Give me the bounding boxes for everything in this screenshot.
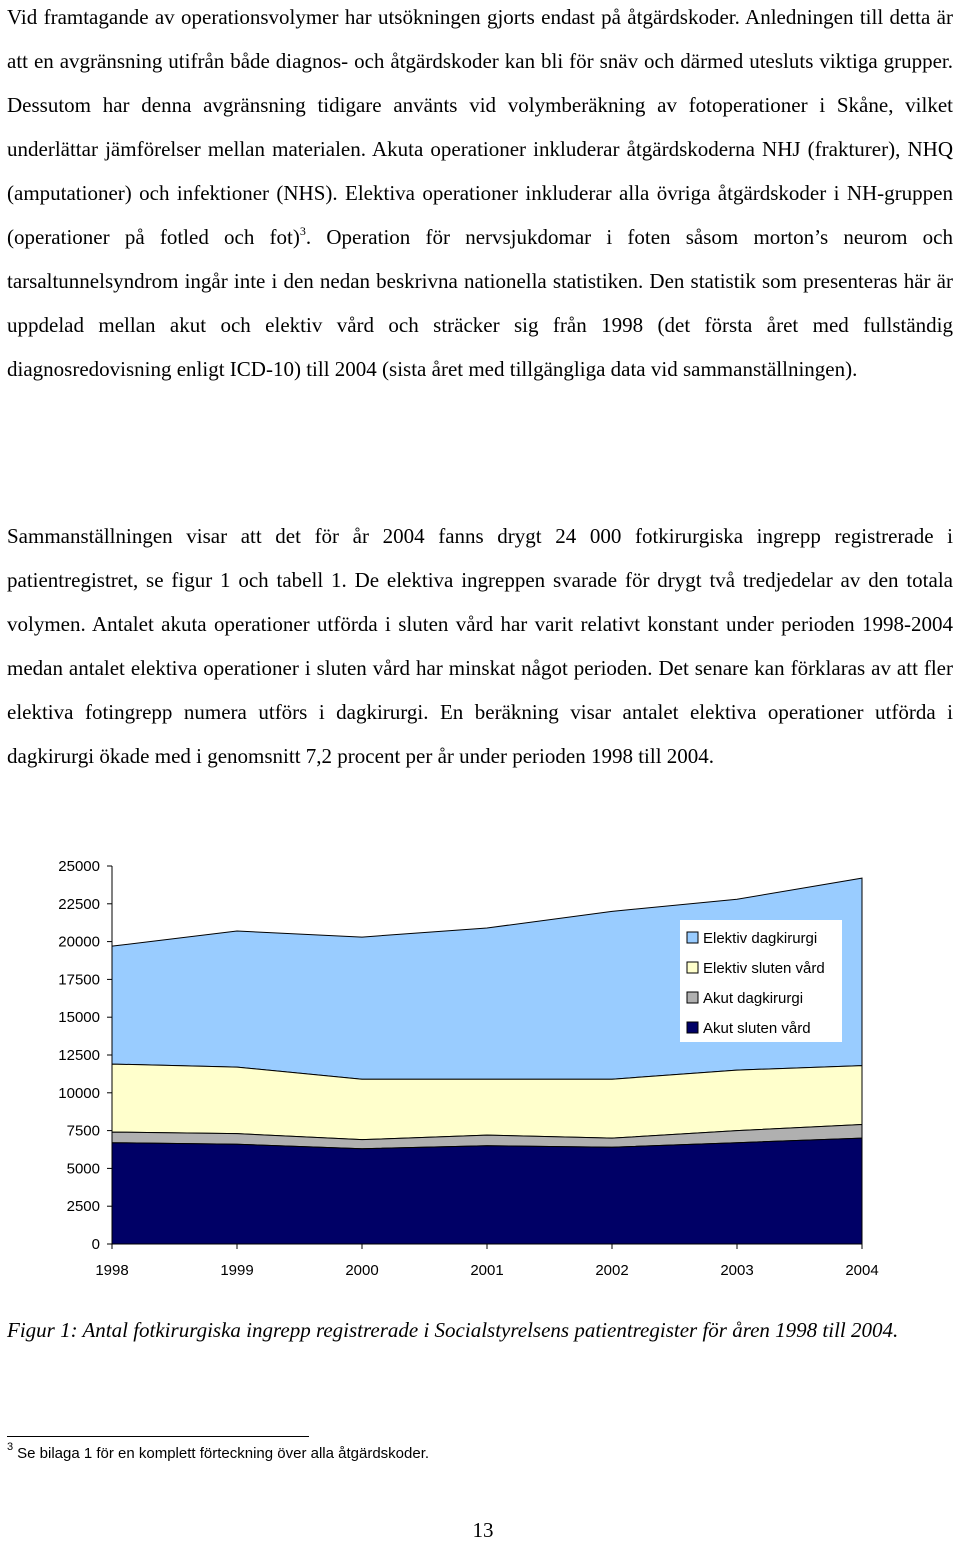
y-tick-label: 0: [91, 1236, 100, 1253]
paragraph-method: [7, 0, 953, 391]
legend-label: Elektiv dagkirurgi: [703, 930, 818, 947]
paragraph-summary: Sammanställningen visar att det för år 2004 fanns drygt 24 000 fotkirurgiska ingrepp registrerade i patientregistret, se figur 1 och tabell 1. De elektiva ingreppen svarade för drygt två tredjedelar av den totala volymen. Antalet akuta operationer utförda i sluten vård har varit relativt konstant under perioden 1998-2004 medan antalet elektiva operationer i sluten vård har minskat något perioden. Det senare kan förklaras av att fler elektiva fotingrepp numera utförs i dagkirurgi. En beräkning visar antalet elektiva operationer utförda i dagkirurgi ökade med i genomsnitt 7,2 procent per år under perioden 1998 till 2004.: [7, 524, 953, 768]
legend-swatch: [687, 932, 698, 943]
y-tick-label: 2500: [66, 1198, 100, 1216]
footnote-reference: 3: [299, 224, 306, 238]
legend-swatch: [687, 1022, 698, 1033]
y-tick-label: 10000: [58, 1084, 100, 1102]
y-tick-label: 20000: [58, 933, 100, 951]
legend-swatch: [687, 992, 698, 1003]
y-tick-label: 22500: [58, 895, 100, 913]
x-tick-label: 2000: [345, 1262, 379, 1279]
y-tick-label: 12500: [58, 1047, 100, 1064]
x-tick-label: 2001: [470, 1262, 504, 1279]
legend-swatch: [687, 962, 698, 973]
legend-label: Akut dagkirurgi: [703, 990, 804, 1007]
paragraph-method-text-a: Vid framtagande av operationsvolymer har utsökningen gjorts endast på åtgärdskoder. Anledningen till detta är att en avgränsning utifrån både diagnos- och åtgärdskoder kan bli för snäv och därmed utesluts viktiga grupper. Dessutom har denna avgränsning tidigare använts vid volymberäkning av fotoperationer i Skåne, vilket underlättar jämförelser mellan materialen. Akuta operationer inkluderar åtgärdskoderna NHJ (frakturer), NHQ (amputationer) och infektioner (NHS). Elektiva operationer inkluderar alla övriga åtgärdskoder i NH-gruppen (operationer på fotled och fot): [7, 5, 953, 249]
footnote-number: 3: [7, 1441, 14, 1453]
page-number: 13: [472, 1518, 494, 1542]
x-tick-label: 2002: [595, 1262, 629, 1279]
x-tick-label: 1998: [95, 1262, 129, 1279]
x-tick-label: 1999: [220, 1262, 254, 1279]
figure-caption: Figur 1: Antal fotkirurgiska ingrepp registrerade i Socialstyrelsens patientregister för åren 1998 till 2004.: [7, 1318, 899, 1342]
y-tick-label: 15000: [58, 1009, 100, 1027]
y-tick-label: 5000: [66, 1160, 100, 1178]
legend-label: Akut sluten vård: [703, 1020, 811, 1037]
paragraph-method-text-b: . Operation för nervsjukdomar i foten såsom morton’s neurom och tarsaltunnelsyndrom ingår inte i den nedan beskrivna nationella statistiken. Den statistik som presenteras här är uppdelad mellan akut och elektiv vård och sträcker sig från 1998 (det första året med fullständig diagnosredovisning enligt ICD-10) till 2004 (sista året med tillgängliga data vid sammanställningen).: [7, 225, 953, 381]
y-tick-label: 25000: [58, 858, 100, 875]
footnote-separator: [7, 1436, 309, 1437]
y-tick-label: 7500: [66, 1122, 100, 1140]
figure-1-chart: [0, 850, 960, 1290]
chart-svg: [0, 850, 960, 1290]
area-akut-sluten-v-rd: [112, 1138, 862, 1244]
y-tick-label: 17500: [58, 971, 100, 989]
x-tick-label: 2004: [845, 1262, 879, 1279]
x-tick-label: 2003: [720, 1262, 754, 1279]
footnote-text: Se bilaga 1 för en komplett förteckning över alla åtgärdskoder.: [17, 1445, 430, 1462]
footnote: [7, 1441, 430, 1464]
legend-label: Elektiv sluten vård: [703, 960, 825, 977]
